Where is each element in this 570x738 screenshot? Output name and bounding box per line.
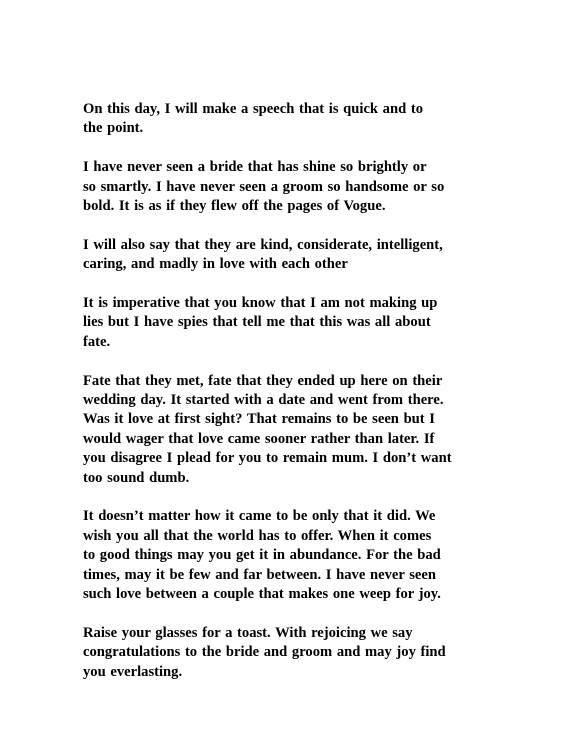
paragraph-7 — [83, 624, 483, 682]
text-line: I will also say that they are kind, considerate, intelligent, — [83, 236, 443, 253]
text-line: fate. — [83, 333, 111, 350]
text-line: you disagree I plead for you to remain mum. I don’t want — [83, 450, 452, 467]
text-line: such love between a couple that makes one weep for joy. — [83, 586, 441, 603]
text-line: On this day, I will make a speech that is quick and to — [83, 101, 424, 117]
speech-text — [83, 100, 483, 701]
paragraph-2 — [83, 158, 483, 216]
text-line: congratulations to the bride and groom and may joy find — [83, 644, 446, 661]
text-line: too sound dumb. — [83, 469, 190, 486]
text-line: Raise your glasses for a toast. With rejoicing we say — [83, 624, 413, 641]
text-line: I have never seen a bride that has shine so brightly or — [83, 159, 427, 176]
text-line: It doesn’t matter how it came to be only that it did. We — [83, 508, 436, 525]
text-line: so smartly. I have never seen a groom so handsome or so — [83, 178, 445, 195]
text-line: the point. — [83, 120, 144, 137]
text-line: lies but I have spies that tell me that this was all about — [83, 314, 431, 331]
text-line: you everlasting. — [83, 663, 183, 680]
text-line: bold. It is as if they flew off the pages of Vogue. — [83, 198, 386, 215]
paragraph-6 — [83, 507, 483, 604]
text-line: to good things may you get it in abundance. For the bad — [83, 547, 441, 564]
text-line: caring, and madly in love with each other — [83, 256, 348, 273]
text-line: wish you all that the world has to offer. When it comes — [83, 527, 432, 544]
text-line: would wager that love came sooner rather than later. If — [83, 430, 435, 447]
paragraph-1 — [83, 100, 483, 139]
paragraph-5 — [83, 372, 483, 488]
text-line: Was it love at first sight? That remains to be seen but I — [83, 411, 435, 428]
text-line: wedding day. It started with a date and went from there. — [83, 392, 444, 409]
text-line: It is imperative that you know that I am not making up — [83, 295, 438, 312]
paragraph-4 — [83, 294, 483, 352]
text-line: Fate that they met, fate that they ended up here on their — [83, 372, 443, 389]
paragraph-3 — [83, 236, 483, 275]
text-line: times, may it be few and far between. I have never seen — [83, 566, 436, 583]
